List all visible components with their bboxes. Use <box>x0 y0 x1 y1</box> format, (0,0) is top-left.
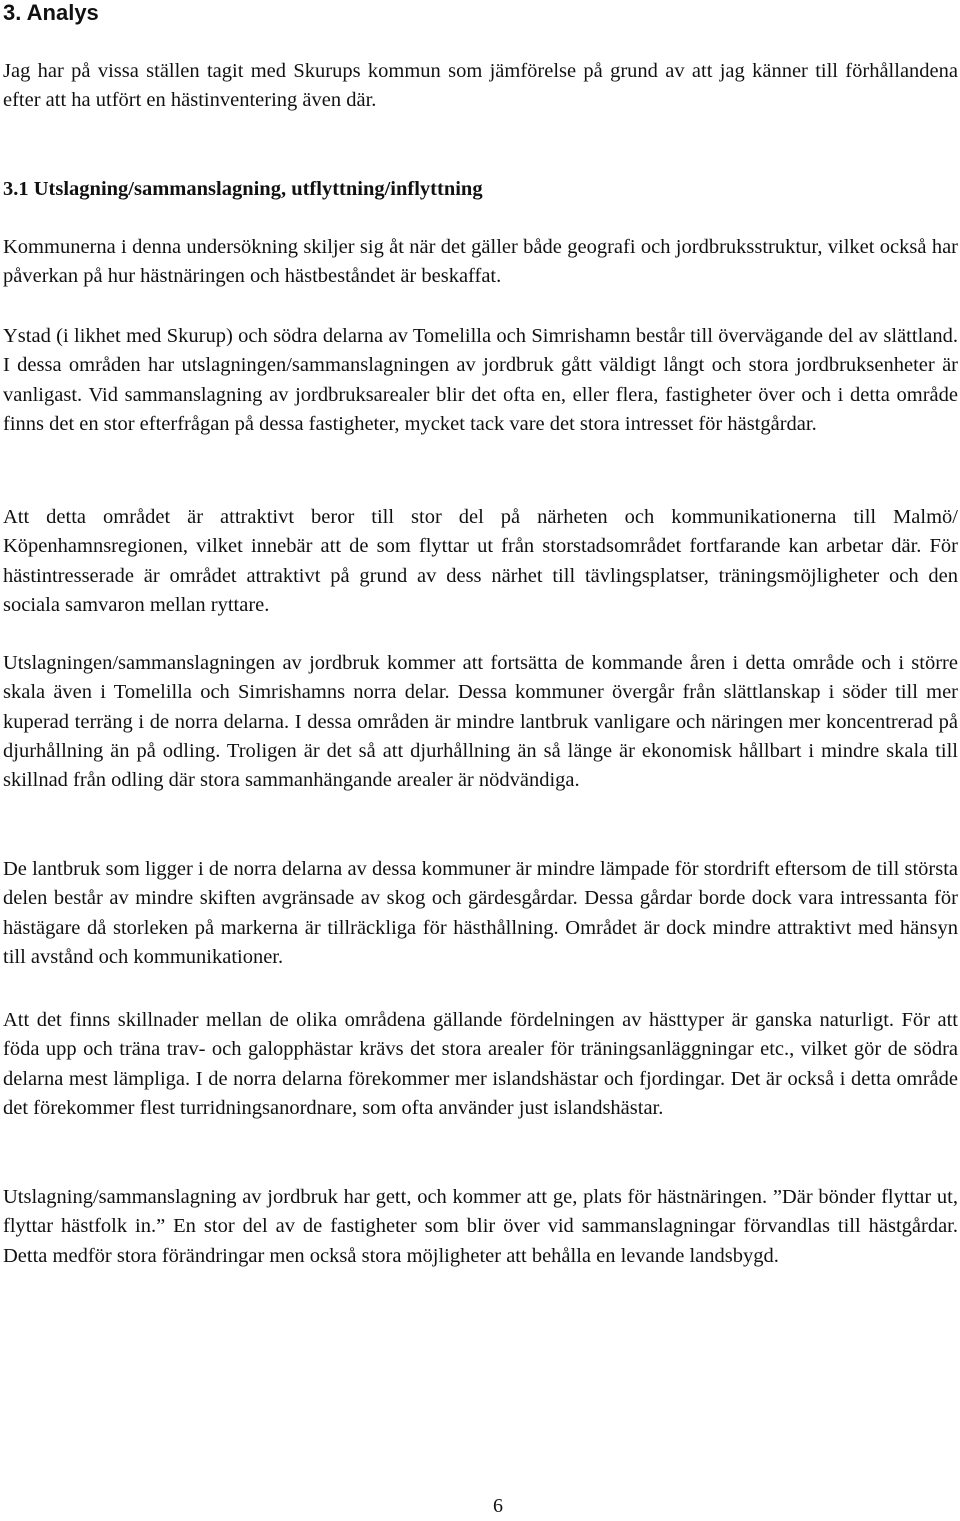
paragraph-1: Kommunerna i denna undersökning skiljer sig åt när det gäller både geografi och jordbruksstruktur, vilket också har påverkan på hur hästnäringen och hästbeståndet är beskaffat. <box>3 236 958 288</box>
paragraph-6: Att det finns skillnader mellan de olika områdena gällande fördelningen av hästtyper är ganska naturligt. För att föda upp och träna trav- och galopphästar krävs det stora arealer för träningsanläggningar etc., vilket gör de södra delarna mest lämpliga. I de norra delarna förekommer mer islandshästar och fjordingar. Det är också i detta område det förekommer flest turridningsanordnare, som ofta använder just islandshästar. <box>3 1009 958 1119</box>
paragraph-7: Utslagning/sammanslagning av jordbruk har gett, och kommer att ge, plats för hästnäringen. ”Där bönder flyttar ut, flyttar hästfolk in.” En stor del av de fastigheter som blir över vid sammanslagningar förvandlas till hästgårdar. Detta medför stora förändringar men också stora möjligheter att behålla en levande landsbygd. <box>3 1186 958 1267</box>
paragraph-2: Ystad (i likhet med Skurup) och södra delarna av Tomelilla och Simrishamn består till övervägande del av slättland. I dessa områden har utslagningen/sammanslagningen av jordbruk gått väldigt långt och stora jordbruksenheter är vanligast. Vid sammanslagning av jordbruksarealer blir det ofta en, eller flera, fastigheter över och i detta område finns det en stor efterfrågan på dessa fastigheter, mycket tack vare det stora intresset för hästgårdar. <box>3 325 958 435</box>
section-heading: 3. Analys <box>3 0 99 25</box>
page-number: 6 <box>493 1495 503 1517</box>
paragraph-5: De lantbruk som ligger i de norra delarna av dessa kommuner är mindre lämpade för stordrift eftersom de till största delen består av mindre skiften avgränsade av skog och gärdesgårdar. Dessa gårdar borde dock vara intressanta för hästägare då storleken på markerna är tillräckliga för hästhållning. Området är dock mindre attraktivt med hänsyn till avstånd och kommunikationer. <box>3 858 958 968</box>
intro-paragraph: Jag har på vissa ställen tagit med Skurups kommun som jämförelse på grund av att jag känner till förhållandena efter att ha utfört en hästinventering även där. <box>3 60 958 112</box>
paragraph-4: Utslagningen/sammanslagningen av jordbruk kommer att fortsätta de kommande åren i detta område och i större skala även i Tomelilla och Simrishamns norra delar. Dessa kommuner övergår från slättlanskap i söder till mer kuperad terräng i de norra delarna. I dessa områden är mindre lantbruk vanligare och näringen mer koncentrerad på djurhållning än på odling. Troligen är det så att djurhållning än så länge är ekonomisk hållbart i mindre skala till skillnad från odling där stora sammanhängande arealer är nödvändiga. <box>3 652 958 792</box>
paragraph-3: Att detta området är attraktivt beror till stor del på närheten och kommunikationerna till Malmö/ Köpenhamnsregionen, vilket innebär att de som flyttar ut från storstadsområdet fortfarande kan arbetar där. För hästintresserade är området attraktivt på grund av dess närhet till tävlingsplatser, träningsmöjligheter och den sociala samvaron mellan ryttare. <box>3 506 958 616</box>
subsection-heading: 3.1 Utslagning/sammanslagning, utflyttning/inflyttning <box>3 178 483 200</box>
